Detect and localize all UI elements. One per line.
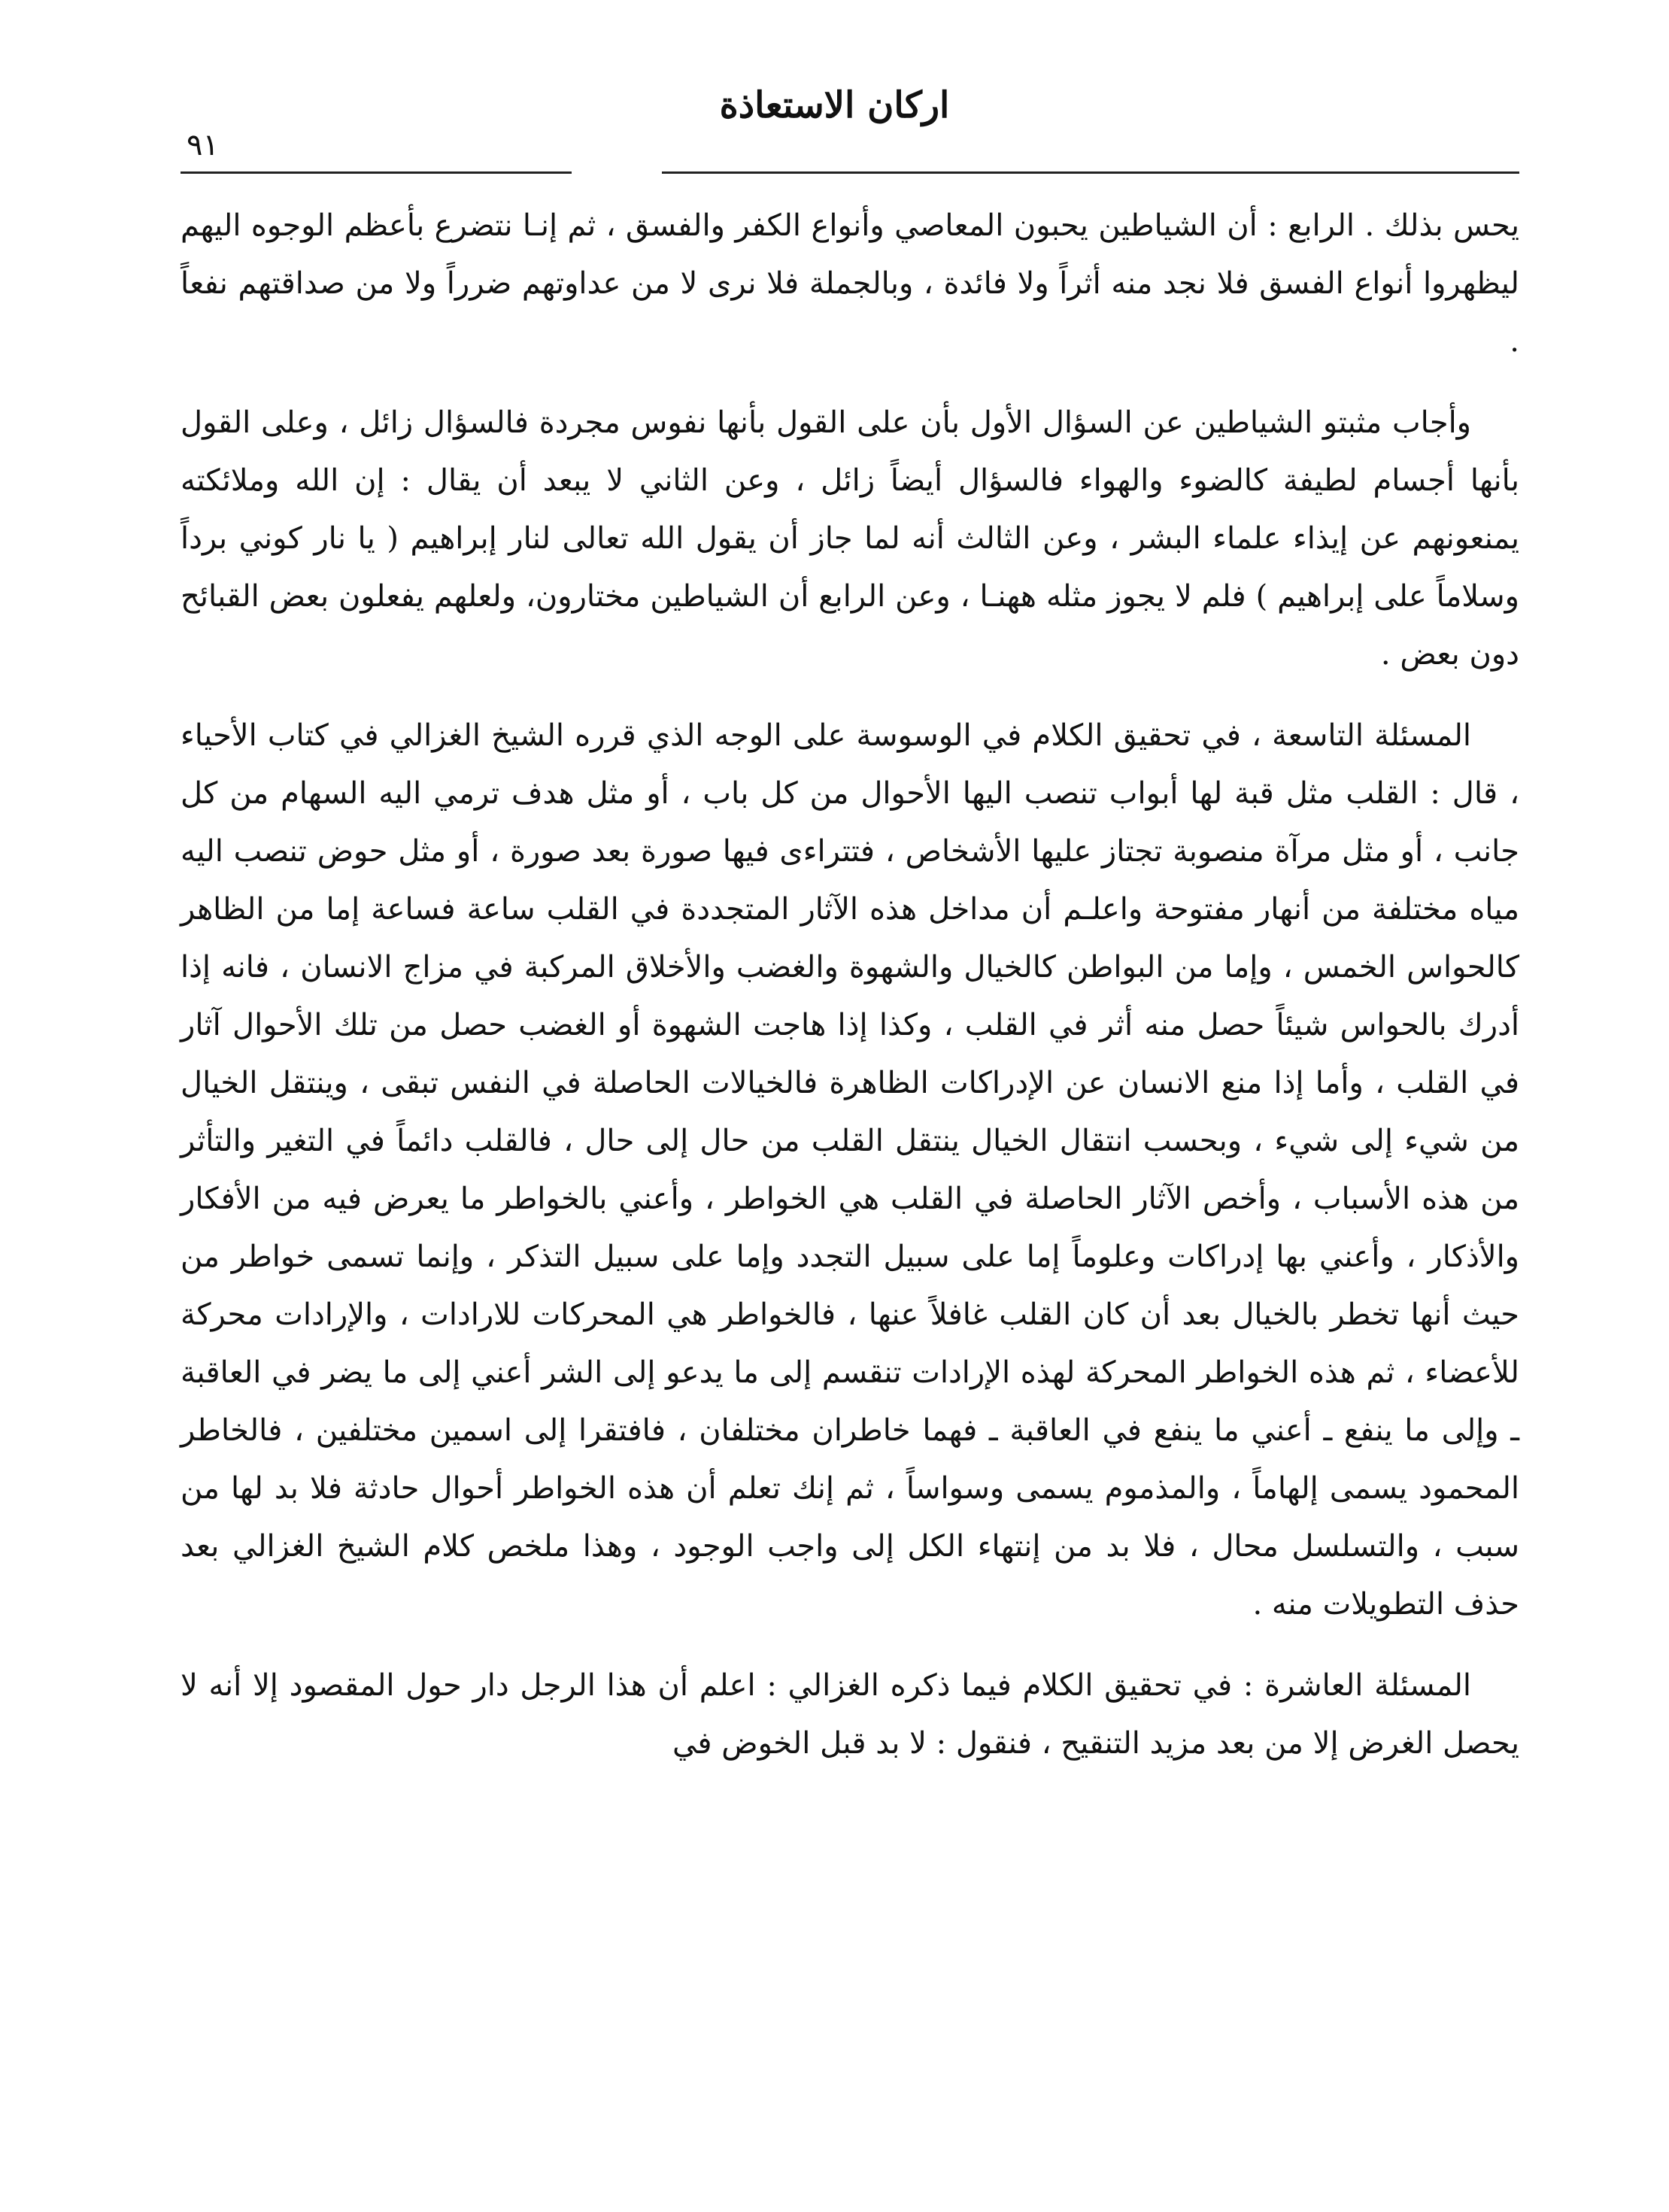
running-title: اركان الاستعاذة bbox=[719, 84, 950, 126]
paragraph-answers: وأجاب مثبتو الشياطين عن السؤال الأول بأن على القول بأنها نفوس مجردة فالسؤال زائل ، وعلى القول بأنها أجسام لطيفة كالضوء والهواء فالسؤال أيضاً زائل ، وعن الثاني لا يبعد أن يقال : إن الله وملائكته يمنعونهم عن إيذاء علماء البشر ، وعن الثالث أنه لما جاز أن يقول الله تعالى لنار إبراهيم ( يا نار كوني برداً وسلاماً على إبراهيم ) فلم لا يجوز مثله ههنـا ، وعن الرابع أن الشياطين مختارون، ولعلهم يفعلون بعض القبائح دون بعض . bbox=[181, 405, 1519, 672]
header-rule bbox=[181, 171, 1519, 174]
paragraph-continued: يحس بذلك . الرابع : أن الشياطين يحبون المعاصي وأنواع الكفر والفسق ، ثم إنـا نتضرع بأعظم الوجوه اليهم ليظهروا أنواع الفسق فلا نجد منه أثراً ولا فائدة ، وبالجملة فلا نرى لا من عداوتهم ضرراً ولا من صداقتهم نفعاً . bbox=[181, 208, 1519, 359]
header-rule-gap bbox=[572, 167, 662, 176]
body-text bbox=[181, 197, 1519, 1796]
page-number: ٩١ bbox=[187, 128, 219, 162]
paragraph-tenth-question: المسئلة العاشرة : في تحقيق الكلام فيما ذكره الغزالي : اعلم أن هذا الرجل دار حول المقصود إلا أنه لا يحصل الغرض إلا من بعد مزيد التنقيح ، فنقول : لا بد قبل الخوض في bbox=[181, 1668, 1519, 1761]
paragraph-ninth-question: المسئلة التاسعة ، في تحقيق الكلام في الوسوسة على الوجه الذي قرره الشيخ الغزالي في كتاب الأحياء ، قال : القلب مثل قبة لها أبواب تنصب اليها الأحوال من كل باب ، أو مثل هدف ترمي اليه السهام من كل جانب ، أو مثل مرآة منصوبة تجتاز عليها الأشخاص ، فتتراءى فيها صورة بعد صورة ، أو مثل حوض تنصب اليه مياه مختلفة من أنهار مفتوحة واعلـم أن مداخل هذه الآثار المتجددة في القلب ساعة فساعة إما من الظاهر كالحواس الخمس ، وإما من البواطن كالخيال والشهوة والغضب والأخلاق المركبة في مزاج الانسان ، فانه إذا أدرك بالحواس شيئاً حصل منه أثر في القلب ، وكذا إذا هاجت الشهوة أو الغضب حصل من تلك الأحوال آثار في القلب ، وأما إذا منع الانسان عن الإدراكات الظاهرة فالخيالات الحاصلة في النفس تبقى ، وينتقل الخيال من شيء إلى شيء ، وبحسب انتقال الخيال ينتقل القلب من حال إلى حال ، فالقلب دائماً في التغير والتأثر من هذه الأسباب ، وأخص الآثار الحاصلة في القلب هي الخواطر ، وأعني بالخواطر ما يعرض فيه من الأفكار والأذكار ، وأعني بها إدراكات وعلوماً إما على سبيل التجدد وإما على سبيل التذكر ، وإنما تسمى خواطر من حيث أنها تخطر بالخيال بعد أن كان القلب غافلاً عنها ، فالخواطر هي المحركات للارادات ، والإرادات محركة للأعضاء ، ثم هذه الخواطر المحركة لهذه الإرادات تنقسم إلى ما يدعو إلى الشر أعني إلى ما يضر في العاقبة ـ وإلى ما ينفع ـ أعني ما ينفع في العاقبة ـ فهما خاطران مختلفان ، فافتقرا إلى اسمين مختلفين ، فالخاطر المحمود يسمى إلهاماً ، والمذموم يسمى وسواساً ، ثم إنك تعلم أن هذه الخواطر أحوال حادثة فلا بد لها من سبب ، والتسلسل محال ، فلا بد من إنتهاء الكل إلى واجب الوجود ، وهذا ملخص كلام الشيخ الغزالي بعد حذف التطويلات منه . bbox=[181, 718, 1520, 1622]
